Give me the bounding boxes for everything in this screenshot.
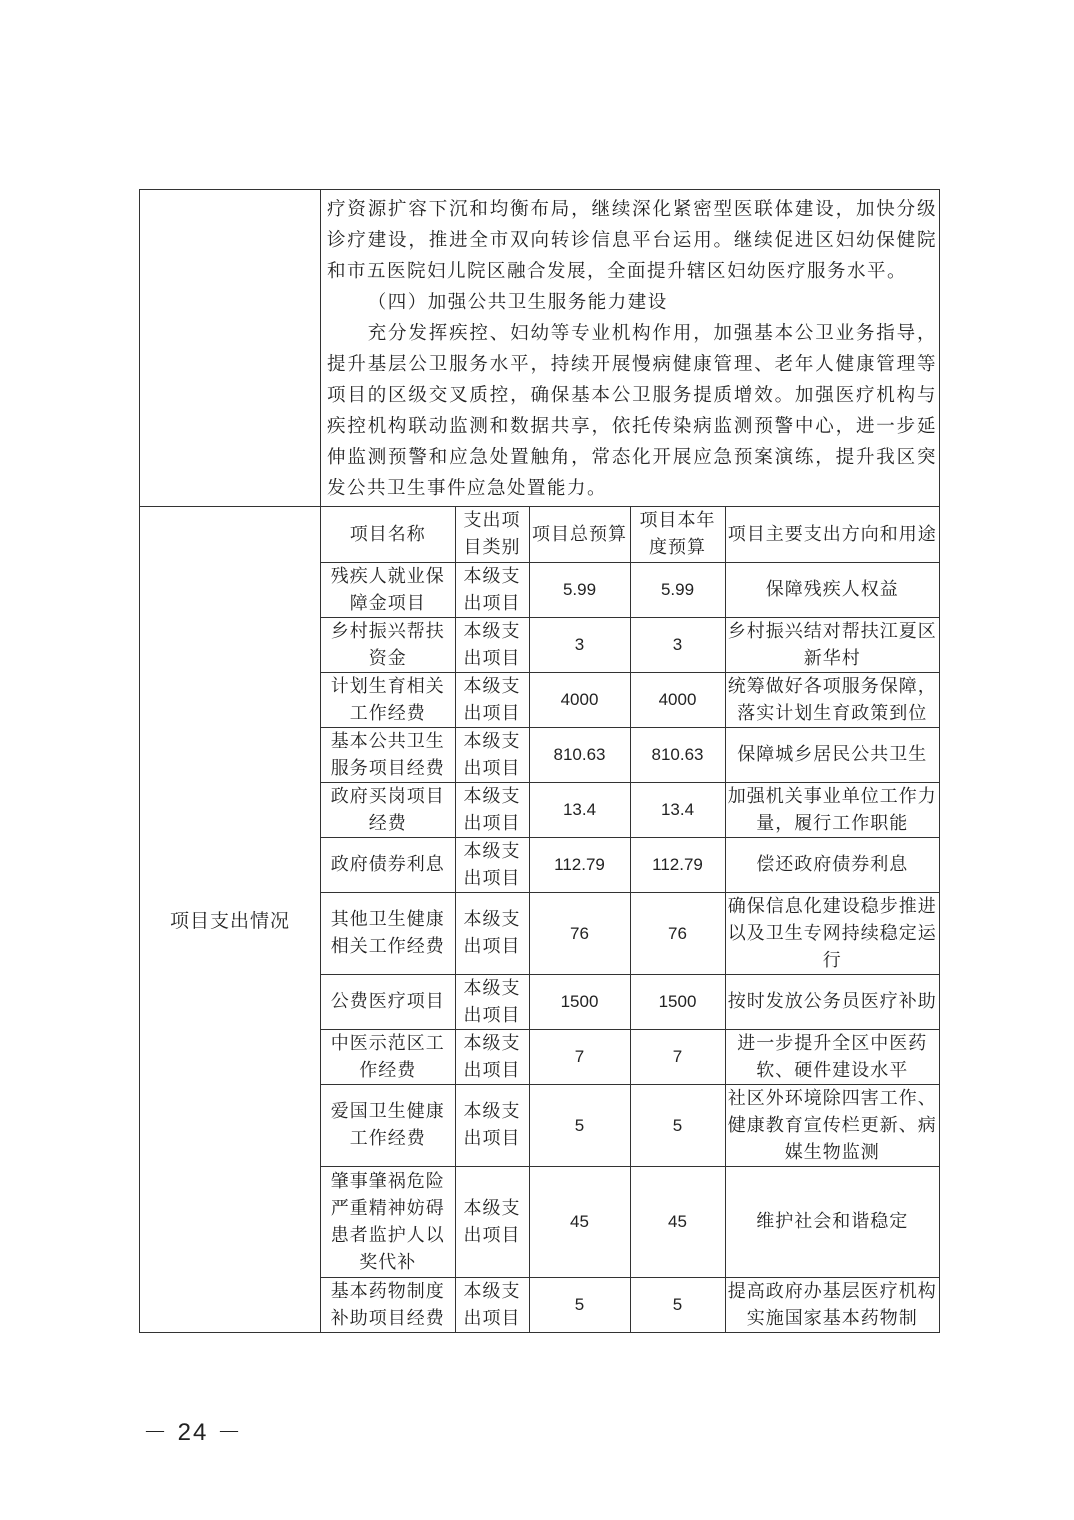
empty-label-cell (140, 190, 321, 507)
paragraph-1: 疗资源扩容下沉和均衡布局，继续深化紧密型医联体建设，加快分级诊疗建设，推进全市双向转诊信息平台运用。继续促进区妇幼保健院和市五医院妇儿院区融合发展，全面提升辖区妇幼医疗服务水平。 (327, 199, 937, 282)
table-row (321, 672, 939, 727)
paragraph-2: 充分发挥疾控、妇幼等专业机构作用，加强基本公卫业务指导，提升基层公卫服务水平，持续开展慢病健康管理、老年人健康管理等项目的区级交叉质控，确保基本公卫服务提质增效。加强医疗机构与疾控机构联动监测和数据共享，依托传染病监测预警中心，进一步延伸监测预警和应急处置触角，常态化开展应急预案演练，提升我区突发公共卫生事件应急处置能力。 (327, 323, 937, 499)
text-row (140, 190, 940, 507)
project-annual-cell: 5 (630, 1277, 725, 1332)
project-annual-cell: 5.99 (630, 562, 725, 617)
table-row (321, 892, 939, 974)
project-annual-cell: 810.63 (630, 727, 725, 782)
project-category-cell: 本级支出项目 (455, 974, 529, 1029)
project-name-cell: 中医示范区工作经费 (321, 1029, 455, 1084)
project-total-cell: 4000 (529, 672, 630, 727)
project-total-cell: 5 (529, 1277, 630, 1332)
table-row (321, 1029, 939, 1084)
project-category-cell: 本级支出项目 (455, 1084, 529, 1166)
page-number: － 24 － (143, 1419, 244, 1446)
section-text-cell (321, 190, 940, 507)
project-name-cell: 政府债券利息 (321, 837, 455, 892)
project-category-cell: 本级支出项目 (455, 782, 529, 837)
table-row (321, 562, 939, 617)
project-annual-cell: 76 (630, 892, 725, 974)
project-name-cell: 基本公共卫生服务项目经费 (321, 727, 455, 782)
project-annual-cell: 3 (630, 617, 725, 672)
project-name-cell: 乡村振兴帮扶资金 (321, 617, 455, 672)
project-total-cell: 7 (529, 1029, 630, 1084)
project-annual-cell: 13.4 (630, 782, 725, 837)
project-category-cell: 本级支出项目 (455, 892, 529, 974)
table-row (321, 1277, 939, 1332)
project-annual-cell: 7 (630, 1029, 725, 1084)
project-purpose-cell: 统筹做好各项服务保障，落实计划生育政策到位 (725, 672, 939, 727)
project-purpose-cell: 按时发放公务员医疗补助 (725, 974, 939, 1029)
project-name-cell: 政府买岗项目经费 (321, 782, 455, 837)
project-section-label: 项目支出情况 (140, 507, 321, 1333)
project-purpose-cell: 保障城乡居民公共卫生 (725, 727, 939, 782)
budget-table (139, 189, 940, 1333)
project-annual-cell: 112.79 (630, 837, 725, 892)
project-annual-cell: 45 (630, 1166, 725, 1277)
project-total-cell: 5.99 (529, 562, 630, 617)
project-total-cell: 45 (529, 1166, 630, 1277)
project-annual-cell: 4000 (630, 672, 725, 727)
table-row (321, 782, 939, 837)
project-table-cell (321, 507, 940, 1333)
project-total-cell: 5 (529, 1084, 630, 1166)
project-name-cell: 爱国卫生健康工作经费 (321, 1084, 455, 1166)
header-total: 项目总预算 (529, 507, 630, 562)
project-table (321, 507, 939, 1332)
project-category-cell: 本级支出项目 (455, 837, 529, 892)
project-row (140, 507, 940, 1333)
header-category: 支出项目类别 (455, 507, 529, 562)
project-total-cell: 3 (529, 617, 630, 672)
project-table-body (321, 507, 939, 1332)
table-row (321, 837, 939, 892)
project-category-cell: 本级支出项目 (455, 1277, 529, 1332)
project-name-cell: 公费医疗项目 (321, 974, 455, 1029)
project-category-cell: 本级支出项目 (455, 727, 529, 782)
project-name-cell: 肇事肇祸危险严重精神妨碍患者监护人以奖代补 (321, 1166, 455, 1277)
project-purpose-cell: 维护社会和谐稳定 (725, 1166, 939, 1277)
project-annual-cell: 5 (630, 1084, 725, 1166)
project-purpose-cell: 偿还政府债券利息 (725, 837, 939, 892)
table-row (321, 1084, 939, 1166)
project-annual-cell: 1500 (630, 974, 725, 1029)
table-row (321, 617, 939, 672)
header-annual: 项目本年度预算 (630, 507, 725, 562)
project-name-cell: 计划生育相关工作经费 (321, 672, 455, 727)
project-total-cell: 1500 (529, 974, 630, 1029)
header-purpose: 项目主要支出方向和用途 (725, 507, 939, 562)
project-category-cell: 本级支出项目 (455, 672, 529, 727)
project-name-cell: 残疾人就业保障金项目 (321, 562, 455, 617)
table-row (321, 727, 939, 782)
project-purpose-cell: 进一步提升全区中医药软、硬件建设水平 (725, 1029, 939, 1084)
table-row (321, 974, 939, 1029)
project-name-cell: 基本药物制度补助项目经费 (321, 1277, 455, 1332)
section-heading: （四）加强公共卫生服务能力建设 (367, 292, 668, 313)
project-total-cell: 13.4 (529, 782, 630, 837)
project-total-cell: 810.63 (529, 727, 630, 782)
project-category-cell: 本级支出项目 (455, 617, 529, 672)
table-header-row (321, 507, 939, 562)
project-category-cell: 本级支出项目 (455, 562, 529, 617)
project-total-cell: 76 (529, 892, 630, 974)
project-purpose-cell: 保障残疾人权益 (725, 562, 939, 617)
project-purpose-cell: 乡村振兴结对帮扶江夏区新华村 (725, 617, 939, 672)
project-category-cell: 本级支出项目 (455, 1166, 529, 1277)
project-name-cell: 其他卫生健康相关工作经费 (321, 892, 455, 974)
project-purpose-cell: 社区外环境除四害工作、健康教育宣传栏更新、病媒生物监测 (725, 1084, 939, 1166)
project-category-cell: 本级支出项目 (455, 1029, 529, 1084)
project-purpose-cell: 提高政府办基层医疗机构实施国家基本药物制 (725, 1277, 939, 1332)
project-total-cell: 112.79 (529, 837, 630, 892)
header-name: 项目名称 (321, 507, 455, 562)
project-purpose-cell: 加强机关事业单位工作力量，履行工作职能 (725, 782, 939, 837)
table-row (321, 1166, 939, 1277)
project-purpose-cell: 确保信息化建设稳步推进以及卫生专网持续稳定运行 (725, 892, 939, 974)
